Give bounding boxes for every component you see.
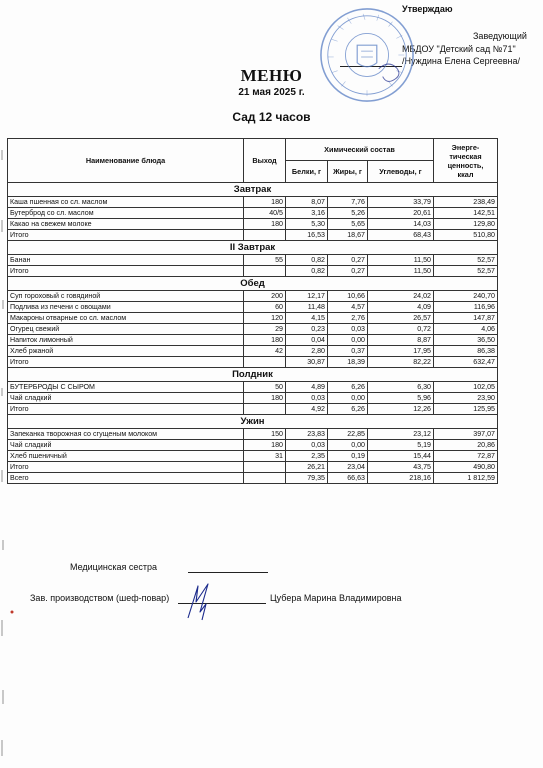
table-row [8, 335, 498, 346]
output-cell: 150 [244, 429, 286, 440]
dish-cell: Итого [8, 230, 244, 241]
output-cell: 180 [244, 393, 286, 404]
document-group: Сад 12 часов [232, 110, 311, 124]
energy-cell: 20,86 [434, 440, 498, 451]
dish-cell: Огурец свежий [8, 324, 244, 335]
protein-cell: 2,35 [286, 451, 328, 462]
output-cell [244, 266, 286, 277]
dish-cell: Итого [8, 357, 244, 368]
energy-cell: 52,57 [434, 255, 498, 266]
fat-cell: 18,67 [328, 230, 368, 241]
energy-cell: 125,95 [434, 404, 498, 415]
protein-cell: 0,03 [286, 393, 328, 404]
protein-cell: 16,53 [286, 230, 328, 241]
table-row [8, 302, 498, 313]
nurse-label: Медицинская сестра [70, 562, 157, 572]
total-row [8, 357, 498, 368]
dish-cell: Банан [8, 255, 244, 266]
output-cell: 29 [244, 324, 286, 335]
carbs-cell: 26,57 [368, 313, 434, 324]
dish-cell: Суп гороховый с говядиной [8, 291, 244, 302]
table-row [8, 291, 498, 302]
dish-cell: Чай сладкий [8, 440, 244, 451]
dish-cell: Макароны отварные со сл. маслом [8, 313, 244, 324]
energy-cell: 23,90 [434, 393, 498, 404]
header-chem: Химический состав [286, 139, 434, 161]
protein-cell: 0,82 [286, 266, 328, 277]
fat-cell: 22,85 [328, 429, 368, 440]
dish-cell: Итого [8, 404, 244, 415]
table-row [8, 440, 498, 451]
section-row [8, 415, 498, 429]
energy-cell: 510,80 [434, 230, 498, 241]
chef-label: Зав. производством (шеф-повар) [30, 593, 170, 603]
approval-org: МБДОУ "Детский сад №71" [402, 44, 516, 54]
energy-cell: 52,57 [434, 266, 498, 277]
output-cell [244, 473, 286, 484]
carbs-cell: 11,50 [368, 266, 434, 277]
output-cell [244, 404, 286, 415]
carbs-cell: 24,02 [368, 291, 434, 302]
header-fat: Жиры, г [328, 161, 368, 183]
protein-cell: 0,04 [286, 335, 328, 346]
carbs-cell: 68,43 [368, 230, 434, 241]
energy-cell: 238,49 [434, 197, 498, 208]
carbs-cell: 11,50 [368, 255, 434, 266]
chef-name: Цубера Марина Владимировна [270, 593, 402, 603]
section-title: Полдник [8, 368, 498, 382]
fat-cell: 0,00 [328, 335, 368, 346]
carbs-cell: 4,09 [368, 302, 434, 313]
dish-cell: Хлеб пшеничный [8, 451, 244, 462]
header-energy-line-2: тическая [449, 151, 482, 161]
output-cell: 42 [244, 346, 286, 357]
header-energy-line-3: ценность, [447, 160, 484, 170]
section-row [8, 368, 498, 382]
dish-cell: Бутерброд со сл. маслом [8, 208, 244, 219]
output-cell: 31 [244, 451, 286, 462]
total-row [8, 404, 498, 415]
dish-cell: Итого [8, 462, 244, 473]
protein-cell: 8,07 [286, 197, 328, 208]
header-dish: Наименование блюда [8, 139, 244, 183]
table-row [8, 324, 498, 335]
protein-cell: 30,87 [286, 357, 328, 368]
energy-cell: 142,51 [434, 208, 498, 219]
output-cell: 60 [244, 302, 286, 313]
output-cell: 40/5 [244, 208, 286, 219]
fat-cell: 7,76 [328, 197, 368, 208]
table-row [8, 197, 498, 208]
output-cell [244, 230, 286, 241]
output-cell: 180 [244, 219, 286, 230]
protein-cell: 11,48 [286, 302, 328, 313]
output-cell: 120 [244, 313, 286, 324]
carbs-cell: 15,44 [368, 451, 434, 462]
fat-cell: 0,19 [328, 451, 368, 462]
table-row [8, 382, 498, 393]
fat-cell: 0,00 [328, 393, 368, 404]
fat-cell: 5,26 [328, 208, 368, 219]
fat-cell: 2,76 [328, 313, 368, 324]
document-title: МЕНЮ [240, 66, 303, 85]
table-row [8, 451, 498, 462]
header-carbs: Углеводы, г [368, 161, 434, 183]
protein-cell: 4,15 [286, 313, 328, 324]
carbs-cell: 5,19 [368, 440, 434, 451]
section-title: Ужин [8, 415, 498, 429]
approval-role: Заведующий [473, 31, 527, 41]
carbs-cell: 5,96 [368, 393, 434, 404]
protein-cell: 12,17 [286, 291, 328, 302]
output-cell: 200 [244, 291, 286, 302]
output-cell: 180 [244, 440, 286, 451]
dish-cell: Итого [8, 266, 244, 277]
energy-cell: 397,07 [434, 429, 498, 440]
protein-cell: 4,89 [286, 382, 328, 393]
fat-cell: 5,65 [328, 219, 368, 230]
carbs-cell: 33,79 [368, 197, 434, 208]
protein-cell: 3,16 [286, 208, 328, 219]
energy-cell: 102,05 [434, 382, 498, 393]
dish-cell: Запеканка творожная со сгущеным молоком [8, 429, 244, 440]
dish-cell: Какао на свежем молоке [8, 219, 244, 230]
fat-cell: 0,27 [328, 255, 368, 266]
section-title: Обед [8, 277, 498, 291]
menu-body [8, 183, 498, 484]
energy-cell: 490,80 [434, 462, 498, 473]
carbs-cell: 82,22 [368, 357, 434, 368]
fat-cell: 6,26 [328, 404, 368, 415]
output-cell: 50 [244, 382, 286, 393]
carbs-cell: 20,61 [368, 208, 434, 219]
carbs-cell: 8,87 [368, 335, 434, 346]
menu-table [7, 138, 498, 484]
total-row [8, 473, 498, 484]
section-row [8, 277, 498, 291]
section-title: II Завтрак [8, 241, 498, 255]
dish-cell: Чай сладкий [8, 393, 244, 404]
protein-cell: 0,82 [286, 255, 328, 266]
fat-cell: 66,63 [328, 473, 368, 484]
protein-cell: 5,30 [286, 219, 328, 230]
carbs-cell: 0,72 [368, 324, 434, 335]
energy-cell: 632,47 [434, 357, 498, 368]
dish-cell: Напиток лимонный [8, 335, 244, 346]
header-output: Выход [244, 139, 286, 183]
protein-cell: 0,23 [286, 324, 328, 335]
energy-cell: 36,50 [434, 335, 498, 346]
dish-cell: Подлива из печени с овощами [8, 302, 244, 313]
fat-cell: 23,04 [328, 462, 368, 473]
table-row [8, 219, 498, 230]
carbs-cell: 12,26 [368, 404, 434, 415]
table-row [8, 255, 498, 266]
header-protein: Белки, г [286, 161, 328, 183]
output-cell: 180 [244, 197, 286, 208]
header-energy-line-1: Энерге- [451, 142, 480, 152]
energy-cell: 72,87 [434, 451, 498, 462]
approval-title: Утверждаю [402, 4, 453, 14]
carbs-cell: 14,03 [368, 219, 434, 230]
dish-cell: Всего [8, 473, 244, 484]
table-row [8, 313, 498, 324]
fat-cell: 0,03 [328, 324, 368, 335]
header-energy-line-4: ккал [457, 169, 474, 179]
section-title: Завтрак [8, 183, 498, 197]
energy-cell: 240,70 [434, 291, 498, 302]
carbs-cell: 218,16 [368, 473, 434, 484]
dish-cell: Хлеб ржаной [8, 346, 244, 357]
output-cell: 55 [244, 255, 286, 266]
header-energy [434, 139, 498, 183]
protein-cell: 23,83 [286, 429, 328, 440]
dish-cell: Каша пшенная со сл. маслом [8, 197, 244, 208]
protein-cell: 2,80 [286, 346, 328, 357]
fat-cell: 0,27 [328, 266, 368, 277]
energy-cell: 4,06 [434, 324, 498, 335]
output-cell [244, 462, 286, 473]
fat-cell: 6,26 [328, 382, 368, 393]
output-cell: 180 [244, 335, 286, 346]
energy-cell: 147,87 [434, 313, 498, 324]
carbs-cell: 6,30 [368, 382, 434, 393]
fat-cell: 10,66 [328, 291, 368, 302]
nurse-signature-line [188, 572, 268, 573]
protein-cell: 26,21 [286, 462, 328, 473]
dish-cell: БУТЕРБРОДЫ С СЫРОМ [8, 382, 244, 393]
energy-cell: 1 812,59 [434, 473, 498, 484]
table-row [8, 346, 498, 357]
protein-cell: 79,35 [286, 473, 328, 484]
section-row [8, 241, 498, 255]
total-row [8, 462, 498, 473]
energy-cell: 129,80 [434, 219, 498, 230]
protein-cell: 0,03 [286, 440, 328, 451]
carbs-cell: 23,12 [368, 429, 434, 440]
document-date: 21 мая 2025 г. [238, 87, 305, 98]
carbs-cell: 17,95 [368, 346, 434, 357]
carbs-cell: 43,75 [368, 462, 434, 473]
table-row [8, 208, 498, 219]
fat-cell: 4,57 [328, 302, 368, 313]
approval-name: /Нуждина Елена Сергеевна/ [402, 56, 520, 66]
table-row [8, 393, 498, 404]
energy-cell: 86,38 [434, 346, 498, 357]
table-row [8, 429, 498, 440]
section-row [8, 183, 498, 197]
fat-cell: 18,39 [328, 357, 368, 368]
chef-signature-icon [182, 582, 222, 622]
total-row [8, 230, 498, 241]
fat-cell: 0,37 [328, 346, 368, 357]
total-row [8, 266, 498, 277]
energy-cell: 116,96 [434, 302, 498, 313]
protein-cell: 4,92 [286, 404, 328, 415]
fat-cell: 0,00 [328, 440, 368, 451]
output-cell [244, 357, 286, 368]
